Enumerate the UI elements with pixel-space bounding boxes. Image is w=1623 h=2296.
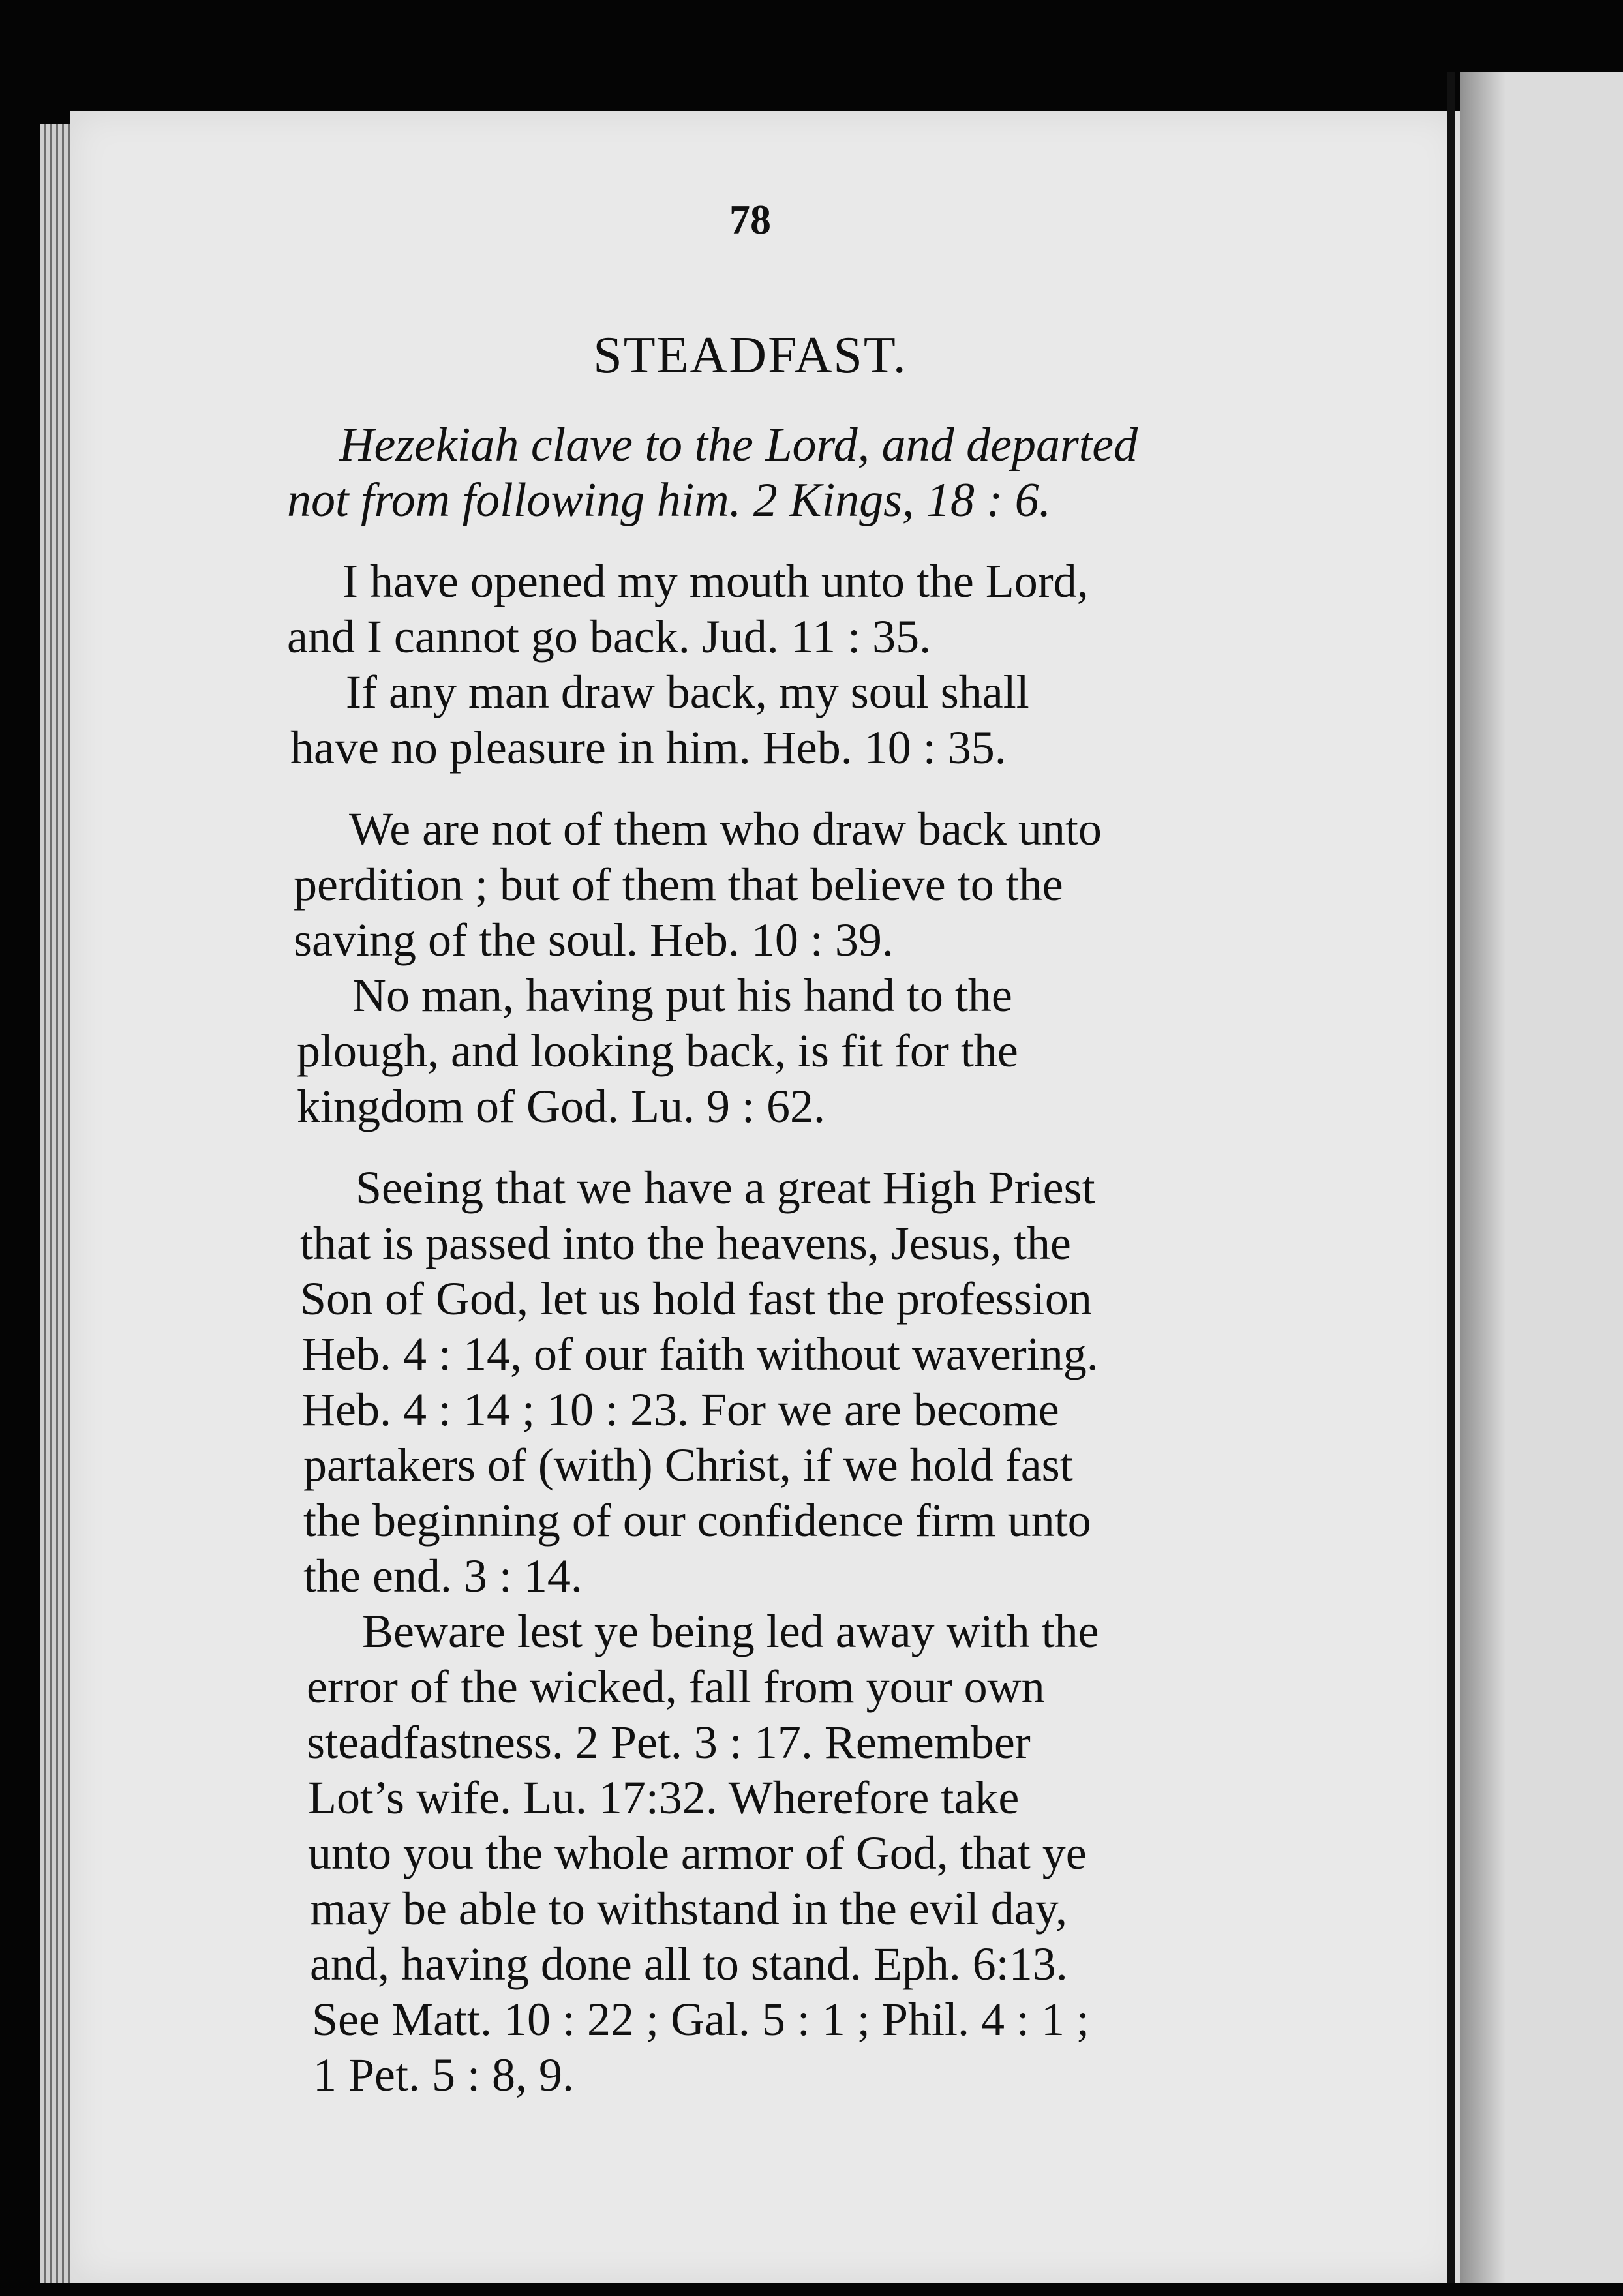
text-line-3: I have opened my mouth unto the Lord, bbox=[342, 555, 1089, 607]
text-line-4: and I cannot go back. Jud. 11 : 35. bbox=[287, 611, 932, 663]
text-line-9: saving of the soul. Heb. 10 : 39. bbox=[294, 914, 894, 966]
text-line-22: error of the wicked, fall from your own bbox=[307, 1661, 1045, 1713]
text-line-23: steadfastness. 2 Pet. 3 : 17. Remember bbox=[307, 1716, 1031, 1768]
epigraph-line-2: not from following him. 2 Kings, 18 : 6. bbox=[287, 474, 1052, 527]
text-line-11: plough, and looking back, is fit for the bbox=[297, 1025, 1018, 1077]
facing-page-shadow bbox=[1460, 72, 1506, 2283]
text-line-14: that is passed into the heavens, Jesus, the bbox=[300, 1217, 1071, 1269]
text-line-20: the end. 3 : 14. bbox=[303, 1550, 583, 1602]
page-number: 78 bbox=[729, 196, 771, 243]
text-line-10: No man, having put his hand to the bbox=[352, 969, 1012, 1021]
book-gutter bbox=[1447, 72, 1455, 2283]
text-line-27: and, having done all to stand. Eph. 6:13. bbox=[310, 1938, 1068, 1990]
text-line-12: kingdom of God. Lu. 9 : 62. bbox=[297, 1080, 825, 1132]
text-line-21: Beware lest ye being led away with the bbox=[362, 1605, 1099, 1657]
text-line-24: Lot’s wife. Lu. 17:32. Wherefore take bbox=[308, 1772, 1020, 1824]
text-line-15: Son of God, let us hold fast the profession bbox=[300, 1273, 1092, 1325]
text-line-28: See Matt. 10 : 22 ; Gal. 5 : 1 ; Phil. 4 : 1 ; bbox=[312, 1993, 1089, 2046]
text-line-19: the beginning of our confidence firm unto bbox=[303, 1494, 1091, 1547]
text-line-7: We are not of them who draw back unto bbox=[349, 803, 1102, 855]
text-line-6: have no pleasure in him. Heb. 10 : 35. bbox=[290, 721, 1007, 774]
page-title: STEADFAST. bbox=[593, 327, 907, 384]
text-line-18: partakers of (with) Christ, if we hold fast bbox=[303, 1439, 1073, 1491]
text-line-16: Heb. 4 : 14, of our faith without wavering. bbox=[301, 1328, 1099, 1380]
text-line-17: Heb. 4 : 14 ; 10 : 23. For we are become bbox=[301, 1383, 1059, 1436]
text-line-26: may be able to withstand in the evil day, bbox=[310, 1882, 1068, 1935]
text-line-25: unto you the whole armor of God, that ye bbox=[308, 1827, 1087, 1879]
epigraph-line-1: Hezekiah clave to the Lord, and departed bbox=[339, 418, 1138, 472]
text-line-8: perdition ; but of them that believe to the bbox=[294, 858, 1063, 911]
text-line-13: Seeing that we have a great High Priest bbox=[356, 1162, 1095, 1214]
text-line-5: If any man draw back, my soul shall bbox=[346, 666, 1029, 718]
text-line-29: 1 Pet. 5 : 8, 9. bbox=[313, 2049, 575, 2101]
